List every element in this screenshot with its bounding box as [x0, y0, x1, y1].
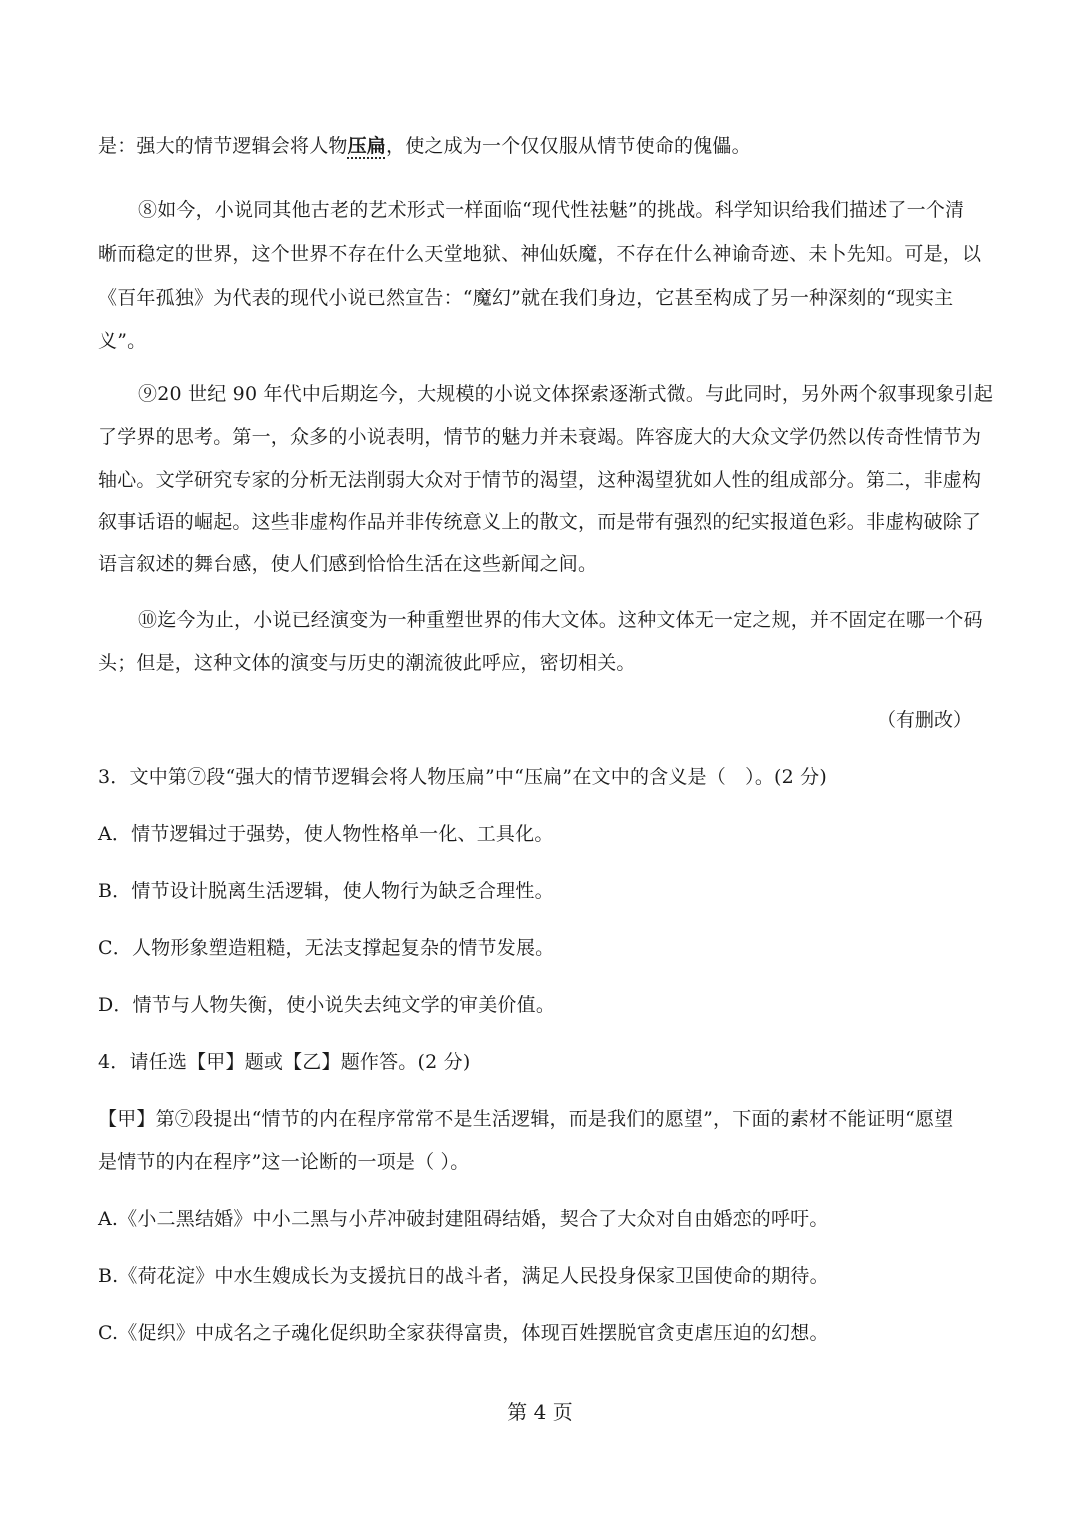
question-4-jia-line: 【甲】第⑦段提出“情节的内在程序常常不是生活逻辑，而是我们的愿望”，下面的素材不能证明“愿望 — [98, 1108, 954, 1130]
paragraph-8-line: 《百年孤独》为代表的现代小说已然宣告：“魔幻”就在我们身边，它甚至构成了另一种深刻的“现实主 — [98, 287, 954, 309]
question-4-option: C.《促织》中成名之子魂化促织助全家获得富贵，体现百姓摆脱官贪吏虐压迫的幻想。 — [98, 1322, 829, 1344]
paragraph-7-tail — [98, 132, 978, 160]
paragraph-8-line: 义”。 — [98, 330, 147, 352]
paragraph-8-line: ⑧如今，小说同其他古老的艺术形式一样面临“现代性祛魅”的挑战。科学知识给我们描述了一个清 — [138, 199, 965, 221]
paragraph-8-line: 晰而稳定的世界，这个世界不存在什么天堂地狱、神仙妖魔，不存在什么神谕奇迹、未卜先知。可是，以 — [98, 243, 982, 265]
paragraph-9-line: ⑨20 世纪 90 年代中后期迄今，大规模的小说文体探索逐渐式微。与此同时，另外两个叙事现象引起 — [138, 383, 994, 405]
paragraph-9-line: 了学界的思考。第一，众多的小说表明，情节的魅力并未衰竭。阵容庞大的大众文学仍然以传奇性情节为 — [98, 426, 982, 448]
paragraph-9-line: 轴心。文学研究专家的分析无法削弱大众对于情节的渴望，这种渴望犹如人性的组成部分。第二，非虚构 — [98, 469, 982, 491]
question-3-option: D．情节与人物失衡，使小说失去纯文学的审美价值。 — [98, 994, 556, 1016]
paragraph-9-line: 叙事话语的崛起。这些非虚构作品并非传统意义上的散文，而是带有强烈的纪实报道色彩。非虚构破除了 — [98, 511, 982, 533]
question-4-option: B.《荷花淀》中水生嫂成长为支援抗日的战斗者，满足人民投身保家卫国使命的期待。 — [98, 1265, 829, 1287]
page-number: 第 4 页 — [507, 1400, 573, 1424]
paragraph-10-line: ⑩迄今为止，小说已经演变为一种重塑世界的伟大文体。这种文体无一定之规，并不固定在哪一个码 — [138, 609, 983, 631]
p7-tail-pre: 是：强大的情节逻辑会将人物 — [98, 135, 348, 157]
question-3-option: B．情节设计脱离生活逻辑，使人物行为缺乏合理性。 — [98, 880, 554, 902]
p7-tail-post: ，使之成为一个仅仅服从情节使命的傀儡。 — [386, 135, 751, 157]
question-3-option: A．情节逻辑过于强势，使人物性格单一化、工具化。 — [98, 823, 554, 845]
p7-tail-emphasis: 压扁 — [347, 135, 387, 157]
question-4-option: A.《小二黑结婚》中小二黑与小芹冲破封建阻碍结婚，契合了大众对自由婚恋的呼吁。 — [98, 1208, 829, 1230]
paragraph-10-line: 头；但是，这种文体的演变与历史的潮流彼此呼应，密切相关。 — [98, 652, 636, 674]
question-3-option: C．人物形象塑造粗糙，无法支撑起复杂的情节发展。 — [98, 937, 555, 959]
question-4-jia-line: 是情节的内在程序”这一论断的一项是（ ）。 — [98, 1151, 470, 1173]
paragraph-9-line: 语言叙述的舞台感，使人们感到恰恰生活在这些新闻之间。 — [98, 553, 598, 575]
question-4-stem: 4．请任选【甲】题或【乙】题作答。(2 分) — [98, 1051, 471, 1073]
question-3-stem: 3．文中第⑦段“强大的情节逻辑会将人物压扁”中“压扁”在文中的含义是（ ）。(2 分) — [98, 766, 827, 788]
source-note: （有删改） — [876, 709, 972, 731]
